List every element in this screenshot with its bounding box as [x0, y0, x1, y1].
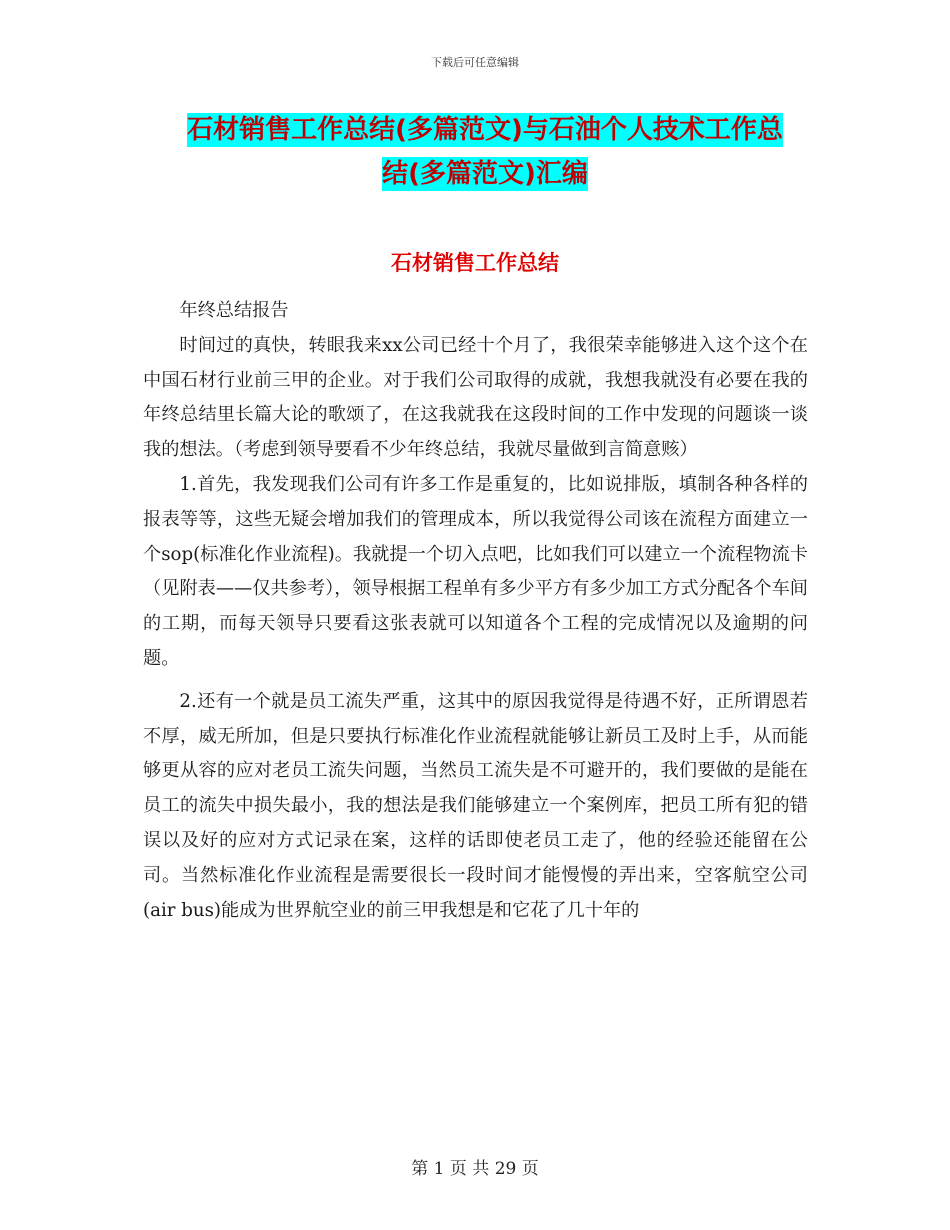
paragraph: 时间过的真快，转眼我来xx公司已经十个月了，我很荣幸能够进入这个这个在中国石材行业前三甲的企业。对于我们公司取得的成就，我想我就没有必要在我的年终总结里长篇大论的歌颂了，在这我就我在这段时间的工作中发现的问题谈一谈我的想法。（考虑到领导要看不少年终总结，我就尽量做到言简意赅）: [143, 334, 808, 461]
section-title: 石材销售工作总结: [391, 251, 559, 275]
paragraph: 1.首先，我发现我们公司有许多工作是重复的，比如说排版，填制各种各样的报表等等，这些无疑会增加我们的管理成本，所以我觉得公司该在流程方面建立一个sop(标准化作业流程)。我就提一个切入点吧，比如我们可以建立一个流程物流卡（见附表——仅共参考），领导根据工程单有多少平方有多少加工方式分配各个车间的工期，而每天领导只要看这张表就可以知道各个工程的完成情况以及逾期的问题。: [143, 473, 808, 669]
document-title: [160, 108, 810, 196]
paragraph: 年终总结报告: [179, 300, 289, 321]
paragraph: 2.还有一个就是员工流失严重，这其中的原因我觉得是待遇不好，正所谓恩若不厚，威无所加，但是只要执行标准化作业流程就能够让新员工及时上手，从而能够更从容的应对老员工流失问题，当然员工流失是不可避开的，我们要做的是能在员工的流失中损失最小，我的想法是我们能够建立一个案例库，把员工所有犯的错误以及好的应对方式记录在案，这样的话即使老员工走了，他的经验还能留在公司。当然标准化作业流程是需要很长一段时间才能慢慢的弄出来，空客航空公司(air bus)能成为世界航空业的前三甲我想是和它花了几十年的: [143, 690, 808, 921]
document-title-line-2: 结(多篇范文)汇编: [382, 159, 588, 189]
document-body: [143, 294, 808, 928]
document-title-line-1: 石材销售工作总结(多篇范文)与石油个人技术工作总: [187, 115, 783, 145]
page-number-footer: 第 1 页 共 29 页: [411, 1159, 539, 1179]
header-note: 下载后可任意编辑: [431, 56, 519, 69]
